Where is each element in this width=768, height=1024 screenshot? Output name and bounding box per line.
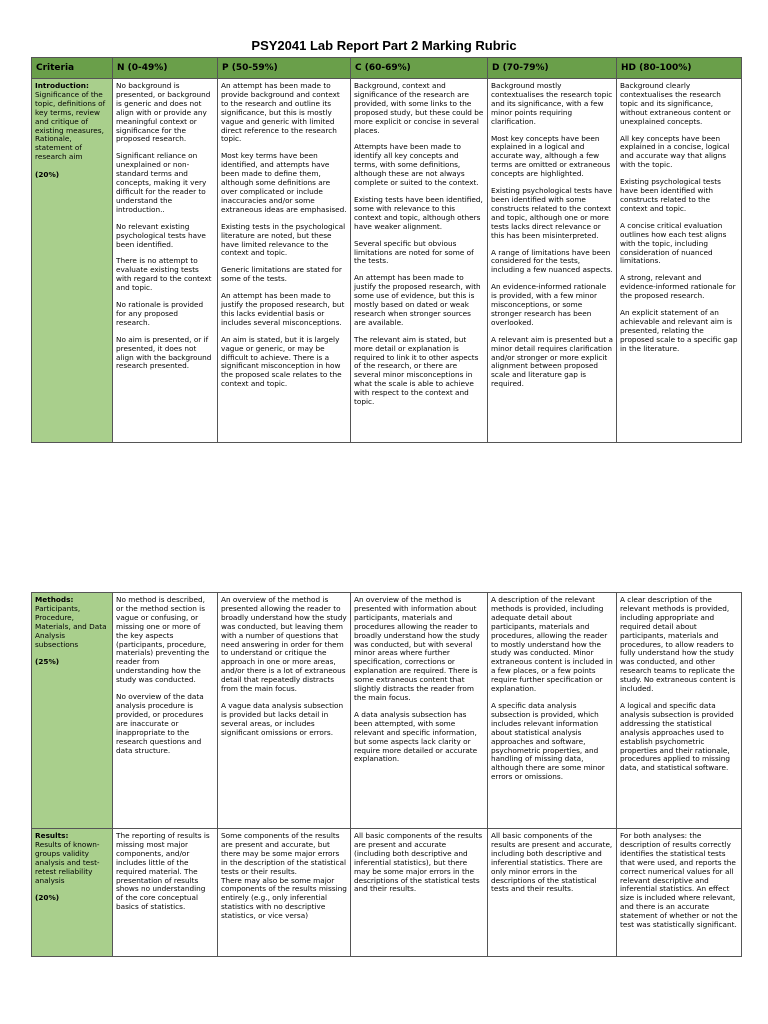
row-results [32, 829, 742, 957]
cell-paragraph: Existing psychological tests have been identified with constructs related to the context and topic. [620, 177, 721, 213]
cell-results-d [488, 829, 617, 957]
cell-paragraph: An overview of the method is presented with information about participants, materials and procedures allowing the reader to broadly understand how the study was conducted, but with several minor areas where further specification, corrections or explanation are required. There is some extraneous content that slightly distracts the reader from the main focus. [354, 595, 480, 702]
cell-paragraph: Most key terms have been identified, and attempts have been made to define them, although some definitions are over complicated or include inaccuracies and/or some extraneous ideas are emphasised. [221, 151, 347, 214]
row-introduction [32, 79, 742, 443]
cell-paragraph: A description of the relevant methods is provided, including adequate detail about participants, materials and procedures, allowing the reader to mostly understand how the study was conducted. Minor extraneous content is included in a few places, or a few points require further specification or explanation. [491, 595, 613, 694]
cell-paragraph: Existing tests have been identified, some with relevance to this context and topic, although others have weaker alignment. [354, 194, 483, 231]
criteria-title: Results: [35, 831, 69, 840]
cell-paragraph: All basic components of the results are present and accurate (including both descriptive and inferential statistics), but there may be some major errors in the descriptions of the statistical tests and their results. [354, 831, 483, 894]
cell-results-n [113, 829, 218, 957]
header-c: C (60-69%) [351, 58, 488, 79]
cell-paragraph: For both analyses: the description of results correctly identifies the statistical tests that were used, and reports the correct numerical values for all relevant descriptive and inferential statistics. An effect size is included where relevant, and there is an accurate statement of whether or not the test was statistically significant. [620, 831, 738, 930]
cell-paragraph: Some components of the results are present and accurate, but there may be some major errors in the description of the statistical tests or their results. [221, 831, 347, 876]
cell-paragraph: An attempt has been made to provide background and context to the research and outline its significance, but this is mostly vague and generic with limited direct reference to the research topic. [221, 81, 340, 144]
cell-paragraph: All basic components of the results are present and accurate, including both descriptive and inferential statistics. There are only minor errors in the descriptions of the statistical tests and their results. [491, 831, 613, 894]
cell-paragraph: Several specific but obvious limitations are noted for some of the tests. [354, 238, 474, 266]
cell-intro-hd [617, 79, 742, 443]
cell-paragraph: Attempts have been made to identify all key concepts and terms, with some definitions, although these are not always complete or suited to the context. [354, 142, 479, 188]
cell-paragraph: No rationale is provided for any proposed research. [116, 300, 204, 327]
cell-intro-p [218, 79, 351, 443]
cell-paragraph: An attempt has been made to justify the proposed research, but this lacks evidential basis or includes several misconceptions. [221, 291, 345, 327]
page-title: PSY2041 Lab Report Part 2 Marking Rubric [251, 38, 517, 53]
header-criteria: Criteria [32, 58, 113, 79]
criteria-description: Participants, Procedure, Materials, and Data Analysis subsections [35, 603, 107, 649]
cell-methods-d [488, 593, 617, 829]
header-hd: HD (80-100%) [617, 58, 742, 79]
cell-paragraph: All key concepts have been explained in a concise, logical and accurate way that aligns with the topic. [620, 133, 730, 170]
cell-paragraph: A specific data analysis subsection is provided, which includes relevant information about statistical analysis approaches and software, psychometric properties, and handling of missing data, although there are some minor errors or omissions. [491, 700, 605, 782]
cell-paragraph: No aim is presented, or if presented, it does not align with the background research presented. [116, 334, 212, 371]
cell-paragraph: There is no attempt to evaluate existing tests with regard to the context and topic. [116, 256, 212, 293]
criteria-introduction [32, 79, 113, 443]
header-n: N (0-49%) [113, 58, 218, 79]
criteria-description: Significance of the topic, definitions of key terms, review and critique of existing measures, Rationale, statement of research aim [35, 89, 106, 162]
cell-results-c [351, 829, 488, 957]
cell-paragraph: A vague data analysis subsection is provided but lacks detail in several areas, or includes significant omissions or errors. [221, 700, 344, 737]
header-d: D (70-79%) [488, 58, 617, 79]
rubric-table-bottom [31, 592, 742, 957]
cell-paragraph: An aim is stated, but it is largely vague or generic, or may be difficult to achieve. There is a significant misconception in how the proposed scale relates to the context and topic. [221, 334, 342, 389]
cell-intro-c [351, 79, 488, 443]
cell-paragraph: No method is described, or the method section is vague or confusing, or missing one or more of the key aspects (participants, procedure, materials) preventing the reader from understanding how the study was conducted. [116, 595, 210, 685]
criteria-weight: (20%) [35, 893, 60, 903]
cell-paragraph: Most key concepts have been explained in a logical and accurate way, although a few terms are omitted or extraneous concepts are highlighted. [491, 133, 611, 179]
cell-paragraph: There may also be some major components of the results missing entirely (e.g., only inferential statistics with no descriptive statistics, or vice versa) [221, 875, 347, 921]
cell-paragraph: Background mostly contextualises the research topic and its significance, with a few minor points requiring clarification. [491, 81, 613, 126]
cell-paragraph: A range of limitations have been considered for the tests, including a few nuanced aspects. [491, 247, 613, 275]
cell-paragraph: Background clearly contextualises the research topic and its significance, without extraneous content or unexplained concepts. [620, 81, 731, 126]
cell-paragraph: Existing psychological tests have been identified with some constructs related to the context and topic, although one or more tests lacks direct relevance or this has been misinterpreted. [491, 186, 613, 240]
row-methods [32, 593, 742, 829]
cell-results-hd [617, 829, 742, 957]
cell-paragraph: Significant reliance on unexplained or non-standard terms and concepts, making it very difficult for the reader to understand the introduction.. [116, 151, 207, 214]
cell-paragraph: A strong, relevant and evidence-informed rationale for the proposed research. [620, 273, 736, 301]
cell-paragraph: An overview of the method is presented allowing the reader to broadly understand how the study was conducted, but leaving them with a number of questions that need answering in order for them to understand or critique the approach in one or more areas, and/or there is a lot of extraneous detail that repeatedly distracts from the main focus. [221, 595, 347, 694]
cell-paragraph: A clear description of the relevant methods is provided, including appropriate and required detail about participants, materials and procedures, to allow readers to fully understand how the study was conducted, and other research teams to replicate the study. No extraneous content is included. [620, 595, 736, 694]
cell-paragraph: Existing tests in the psychological literature are noted, but these have limited relevance to the context and topic. [221, 221, 346, 258]
cell-paragraph: An explicit statement of an achievable and relevant aim is presented, relating the proposed scale to a specific gap in the literature. [620, 308, 738, 353]
criteria-description: Results of known-groups validity analysis and test-retest reliability analysis [35, 839, 100, 885]
criteria-methods [32, 593, 113, 829]
header-p: P (50-59%) [218, 58, 351, 79]
cell-paragraph: A concise critical evaluation outlines how each test aligns with the topic, including consideration of nuanced limitations. [620, 220, 727, 266]
criteria-title: Introduction: [35, 81, 89, 90]
cell-paragraph: Background, context and significance of the research are provided, with some links to the proposed study, but these could be more explicit or concise in several places. [354, 81, 484, 135]
criteria-weight: (20%) [35, 170, 60, 180]
cell-paragraph: An evidence-informed rationale is provided, with a few minor misconceptions, or some stronger research has been overlooked. [491, 282, 607, 327]
criteria-weight: (25%) [35, 657, 60, 667]
cell-intro-n [113, 79, 218, 443]
cell-paragraph: An attempt has been made to justify the proposed research, with some use of evidence, but this is mostly based on dated or weak research when stronger sources are available. [354, 273, 481, 327]
cell-intro-d [488, 79, 617, 443]
cell-paragraph: Generic limitations are stated for some of the tests. [221, 265, 342, 284]
cell-paragraph: The reporting of results is missing most major components, and/or includes little of the required material. The presentation of results shows no understanding of the core conceptual basics of statistics. [116, 831, 210, 912]
header-row [32, 58, 742, 79]
rubric-table-top [31, 57, 742, 443]
cell-paragraph: A logical and specific data analysis subsection is provided addressing the statistical analysis approaches used to establish psychometric properties and their rationale, procedures applied to missing data, and statistical software. [620, 700, 734, 773]
cell-paragraph: No overview of the data analysis procedure is provided, or procedures are inaccurate or inappropriate to the research questions and data structure. [116, 692, 204, 755]
cell-results-p [218, 829, 351, 957]
cell-methods-hd [617, 593, 742, 829]
criteria-title: Methods: [35, 595, 74, 604]
cell-paragraph: A data analysis subsection has been attempted, with some relevant and specific information, but some aspects lack clarity or require more detailed or accurate explanation. [354, 709, 478, 764]
cell-paragraph: A relevant aim is presented but a minor detail requires clarification and/or stronger or more explicit alignment between proposed scale and literature gap is required. [491, 334, 613, 389]
cell-methods-c [351, 593, 488, 829]
cell-paragraph: No background is presented, or background is generic and does not align with or provide any meaningful context or significance for the proposed research. [116, 81, 211, 144]
cell-paragraph: The relevant aim is stated, but more detail or explanation is required to link it to other aspects of the research, or there are several minor misconceptions in what the scale is able to achieve with respect to the context and topic. [354, 334, 479, 407]
cell-paragraph: No relevant existing psychological tests have been identified. [116, 221, 206, 249]
criteria-results [32, 829, 113, 957]
cell-methods-n [113, 593, 218, 829]
cell-methods-p [218, 593, 351, 829]
